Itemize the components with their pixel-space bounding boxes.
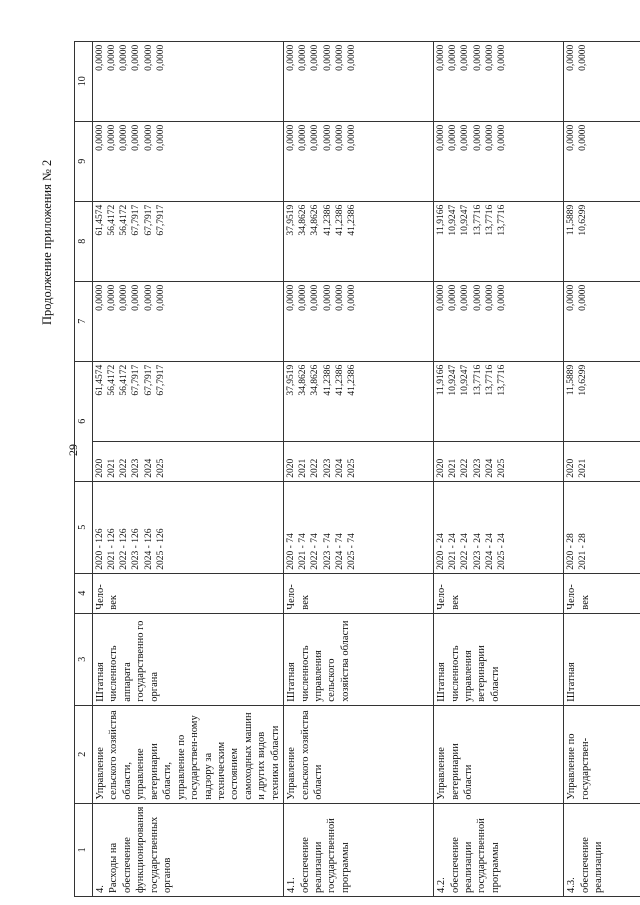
federal-cell: 0,0000 0,0000 0,0000 0,0000 0,0000 0,0000 [93, 281, 284, 361]
federal-cell: 0,0000 0,0000 0,0000 0,0000 0,0000 0,0000 [434, 281, 564, 361]
row-number: 4. [95, 885, 106, 893]
total-cell: 11,5889 10,6299 [564, 361, 640, 441]
local-cell: 0,0000 0,0000 0,0000 0,0000 0,0000 0,0000 [93, 121, 284, 201]
total-cell: 37,9519 34,8626 34,8626 41,2386 41,2386 41,2386 [284, 361, 434, 441]
row-title: Расходы на обеспечение функционирования государственных органов [108, 806, 174, 893]
years-cell: 2020 2021 2022 2023 2024 2025 [284, 441, 434, 481]
indicator-cell: Штатная численность управления ветеринарии области [434, 613, 564, 705]
row-number: 4.3. [566, 877, 578, 893]
row-title-cell [564, 803, 640, 896]
row-title: обеспечение реализации государственной программы [299, 818, 351, 893]
federal-cell: 0,0000 0,0000 [564, 281, 640, 361]
header-col-6: 6 [75, 361, 93, 481]
unit-cell: Чело-век [564, 573, 640, 613]
local-cell: 0,0000 0,0000 [564, 121, 640, 201]
header-row [75, 41, 93, 896]
regional-cell: 61,4574 56,4172 56,4172 67,7917 67,7917 67,7917 [93, 201, 284, 281]
total-cell: 61,4574 56,4172 56,4172 67,7917 67,7917 67,7917 [93, 361, 284, 441]
indicator-cell: Штатная численность управления сельского хозяйства области [284, 613, 434, 705]
header-col-3: 3 [75, 613, 93, 705]
local-cell: 0,0000 0,0000 0,0000 0,0000 0,0000 0,0000 [284, 121, 434, 201]
plan-values-cell: 2020 - 24 2021 - 24 2022 - 24 2023 - 24 2024 - 24 2025 - 24 [434, 481, 564, 573]
header-col-8: 8 [75, 201, 93, 281]
table-row [434, 41, 564, 896]
executor-cell: Управление ветеринарии области [434, 705, 564, 803]
years-cell: 2020 2021 2022 2023 2024 2025 [93, 441, 284, 481]
table-body [93, 41, 640, 896]
unit-cell: Чело-век [434, 573, 564, 613]
indicator-cell: Штатная численность аппарата государственно го органа [93, 613, 284, 705]
appendix-note: Продолжение приложения № 2 [40, 159, 54, 325]
table-row [284, 41, 434, 896]
row-title: обеспечение реализации [579, 837, 604, 893]
plan-values-cell: 2020 - 74 2021 - 74 2022 - 74 2023 - 74 2024 - 74 2025 - 74 [284, 481, 434, 573]
header-col-10: 10 [75, 41, 93, 121]
regional-cell: 11,5889 10,6299 [564, 201, 640, 281]
row-title: обеспечение реализации государственной программы [449, 818, 501, 893]
executor-cell: Управление сельского хозяйства области [284, 705, 434, 803]
other-cell: 0,0000 0,0000 0,0000 0,0000 0,0000 0,0000 [93, 41, 284, 121]
executor-cell: Управление сельского хозяйства области, управление ветеринарии области, управление по государствен-ному надзору за техническим состоянием самоходных машин и других видов техники области [93, 705, 284, 803]
header-col-5: 5 [75, 481, 93, 573]
header-col-9: 9 [75, 121, 93, 201]
row-number: 4.1. [286, 877, 298, 893]
indicator-cell: Штатная [564, 613, 640, 705]
program-costs-table [74, 41, 640, 897]
header-col-4: 4 [75, 573, 93, 613]
regional-cell: 11,9166 10,9247 10,9247 13,7716 13,7716 13,7716 [434, 201, 564, 281]
years-cell: 2020 2021 [564, 441, 640, 481]
row-title-cell [284, 803, 434, 896]
table-row [93, 41, 284, 896]
regional-cell: 37,9519 34,8626 34,8626 41,2386 41,2386 41,2386 [284, 201, 434, 281]
header-col-7: 7 [75, 281, 93, 361]
page-number: 29 [66, 444, 80, 456]
row-title-cell [434, 803, 564, 896]
other-cell: 0,0000 0,0000 [564, 41, 640, 121]
total-cell: 11,9166 10,9247 10,9247 13,7716 13,7716 13,7716 [434, 361, 564, 441]
plan-values-cell: 2020 - 28 2021 - 28 [564, 481, 640, 573]
other-cell: 0,0000 0,0000 0,0000 0,0000 0,0000 0,0000 [434, 41, 564, 121]
table-row [564, 41, 640, 896]
row-number: 4.2. [436, 877, 448, 893]
row-title-cell [93, 803, 284, 896]
unit-cell: Чело-век [284, 573, 434, 613]
executor-cell: Управление по государствен- [564, 705, 640, 803]
unit-cell: Чело-век [93, 573, 284, 613]
years-cell: 2020 2021 2022 2023 2024 2025 [434, 441, 564, 481]
header-col-1: 1 [75, 803, 93, 896]
federal-cell: 0,0000 0,0000 0,0000 0,0000 0,0000 0,0000 [284, 281, 434, 361]
local-cell: 0,0000 0,0000 0,0000 0,0000 0,0000 0,0000 [434, 121, 564, 201]
other-cell: 0,0000 0,0000 0,0000 0,0000 0,0000 0,0000 [284, 41, 434, 121]
header-col-2: 2 [75, 705, 93, 803]
plan-values-cell: 2020 - 126 2021 - 126 2022 - 126 2023 - 126 2024 - 126 2025 - 126 [93, 481, 284, 573]
